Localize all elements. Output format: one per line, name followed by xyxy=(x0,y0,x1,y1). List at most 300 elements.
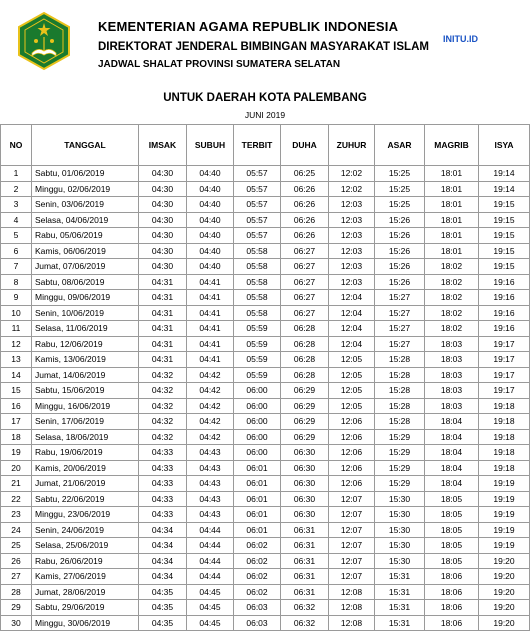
isya-cell: 19:19 xyxy=(479,507,530,523)
imsak-cell: 04:35 xyxy=(139,615,187,631)
zuhur-cell: 12:08 xyxy=(329,584,375,600)
duha-cell: 06:26 xyxy=(281,228,329,244)
table-row xyxy=(1,615,530,631)
isya-cell: 19:20 xyxy=(479,584,530,600)
isya-cell: 19:18 xyxy=(479,460,530,476)
date-cell: Kamis, 06/06/2019 xyxy=(32,243,139,259)
duha-cell: 06:30 xyxy=(281,445,329,461)
day-number-cell: 7 xyxy=(1,259,32,275)
column-header: ZUHUR xyxy=(329,125,375,166)
terbit-cell: 06:02 xyxy=(234,538,281,554)
day-number-cell: 4 xyxy=(1,212,32,228)
date-cell: Senin, 17/06/2019 xyxy=(32,414,139,430)
isya-cell: 19:19 xyxy=(479,476,530,492)
zuhur-cell: 12:07 xyxy=(329,522,375,538)
terbit-cell: 05:58 xyxy=(234,259,281,275)
date-cell: Selasa, 04/06/2019 xyxy=(32,212,139,228)
table-row xyxy=(1,383,530,399)
column-header: TANGGAL xyxy=(32,125,139,166)
table-row xyxy=(1,274,530,290)
zuhur-cell: 12:06 xyxy=(329,476,375,492)
zuhur-cell: 12:02 xyxy=(329,181,375,197)
day-number-cell: 28 xyxy=(1,584,32,600)
subuh-cell: 04:40 xyxy=(187,212,234,228)
asar-cell: 15:31 xyxy=(375,584,425,600)
day-number-cell: 25 xyxy=(1,538,32,554)
terbit-cell: 06:01 xyxy=(234,522,281,538)
month-label: JUNI 2019 xyxy=(244,110,286,120)
zuhur-cell: 12:05 xyxy=(329,352,375,368)
zuhur-cell: 12:06 xyxy=(329,445,375,461)
asar-cell: 15:25 xyxy=(375,197,425,213)
magrib-cell: 18:05 xyxy=(425,522,479,538)
magrib-cell: 18:03 xyxy=(425,336,479,352)
imsak-cell: 04:31 xyxy=(139,336,187,352)
table-body xyxy=(1,166,530,631)
subuh-cell: 04:40 xyxy=(187,181,234,197)
isya-cell: 19:17 xyxy=(479,352,530,368)
zuhur-cell: 12:04 xyxy=(329,290,375,306)
isya-cell: 19:15 xyxy=(479,197,530,213)
imsak-cell: 04:32 xyxy=(139,414,187,430)
subuh-cell: 04:40 xyxy=(187,166,234,182)
date-cell: Sabtu, 15/06/2019 xyxy=(32,383,139,399)
isya-cell: 19:17 xyxy=(479,367,530,383)
zuhur-cell: 12:02 xyxy=(329,166,375,182)
day-number-cell: 27 xyxy=(1,569,32,585)
terbit-cell: 06:00 xyxy=(234,429,281,445)
duha-cell: 06:30 xyxy=(281,491,329,507)
subuh-cell: 04:42 xyxy=(187,367,234,383)
column-header: IMSAK xyxy=(139,125,187,166)
zuhur-cell: 12:07 xyxy=(329,553,375,569)
day-number-cell: 17 xyxy=(1,414,32,430)
isya-cell: 19:18 xyxy=(479,414,530,430)
day-number-cell: 24 xyxy=(1,522,32,538)
asar-cell: 15:30 xyxy=(375,507,425,523)
asar-cell: 15:30 xyxy=(375,538,425,554)
magrib-cell: 18:01 xyxy=(425,166,479,182)
zuhur-cell: 12:07 xyxy=(329,569,375,585)
magrib-cell: 18:06 xyxy=(425,600,479,616)
date-cell: Jumat, 14/06/2019 xyxy=(32,367,139,383)
table-row xyxy=(1,538,530,554)
duha-cell: 06:30 xyxy=(281,476,329,492)
duha-cell: 06:29 xyxy=(281,383,329,399)
isya-cell: 19:20 xyxy=(479,553,530,569)
imsak-cell: 04:30 xyxy=(139,181,187,197)
table-row xyxy=(1,553,530,569)
magrib-cell: 18:03 xyxy=(425,398,479,414)
duha-cell: 06:31 xyxy=(281,522,329,538)
magrib-cell: 18:05 xyxy=(425,507,479,523)
subuh-cell: 04:41 xyxy=(187,352,234,368)
imsak-cell: 04:34 xyxy=(139,538,187,554)
terbit-cell: 05:59 xyxy=(234,367,281,383)
column-header: NO xyxy=(1,125,32,166)
imsak-cell: 04:35 xyxy=(139,600,187,616)
asar-cell: 15:28 xyxy=(375,398,425,414)
date-cell: Kamis, 27/06/2019 xyxy=(32,569,139,585)
zuhur-cell: 12:08 xyxy=(329,600,375,616)
subuh-cell: 04:42 xyxy=(187,383,234,399)
imsak-cell: 04:31 xyxy=(139,305,187,321)
magrib-cell: 18:01 xyxy=(425,228,479,244)
subuh-cell: 04:40 xyxy=(187,259,234,275)
zuhur-cell: 12:04 xyxy=(329,336,375,352)
asar-cell: 15:31 xyxy=(375,600,425,616)
zuhur-cell: 12:03 xyxy=(329,259,375,275)
subuh-cell: 04:43 xyxy=(187,476,234,492)
table-row xyxy=(1,476,530,492)
terbit-cell: 05:59 xyxy=(234,336,281,352)
duha-cell: 06:27 xyxy=(281,243,329,259)
magrib-cell: 18:06 xyxy=(425,569,479,585)
date-cell: Minggu, 16/06/2019 xyxy=(32,398,139,414)
subuh-cell: 04:45 xyxy=(187,584,234,600)
day-number-cell: 19 xyxy=(1,445,32,461)
asar-cell: 15:27 xyxy=(375,336,425,352)
terbit-cell: 06:01 xyxy=(234,507,281,523)
isya-cell: 19:14 xyxy=(479,181,530,197)
date-cell: Senin, 24/06/2019 xyxy=(32,522,139,538)
magrib-cell: 18:02 xyxy=(425,290,479,306)
table-row xyxy=(1,243,530,259)
duha-cell: 06:31 xyxy=(281,538,329,554)
day-number-cell: 26 xyxy=(1,553,32,569)
day-number-cell: 8 xyxy=(1,274,32,290)
day-number-cell: 10 xyxy=(1,305,32,321)
asar-cell: 15:27 xyxy=(375,290,425,306)
table-row xyxy=(1,445,530,461)
imsak-cell: 04:33 xyxy=(139,507,187,523)
table-row xyxy=(1,569,530,585)
table-row xyxy=(1,398,530,414)
zuhur-cell: 12:07 xyxy=(329,507,375,523)
date-cell: Minggu, 02/06/2019 xyxy=(32,181,139,197)
table-row xyxy=(1,166,530,182)
day-number-cell: 2 xyxy=(1,181,32,197)
table-row xyxy=(1,352,530,368)
terbit-cell: 06:03 xyxy=(234,615,281,631)
subuh-cell: 04:44 xyxy=(187,538,234,554)
imsak-cell: 04:30 xyxy=(139,228,187,244)
duha-cell: 06:30 xyxy=(281,460,329,476)
table-row xyxy=(1,460,530,476)
magrib-cell: 18:02 xyxy=(425,259,479,275)
magrib-cell: 18:03 xyxy=(425,383,479,399)
table-row xyxy=(1,584,530,600)
ministry-name: KEMENTERIAN AGAMA REPUBLIK INDONESIA xyxy=(98,19,399,34)
terbit-cell: 06:00 xyxy=(234,383,281,399)
isya-cell: 19:20 xyxy=(479,600,530,616)
imsak-cell: 04:32 xyxy=(139,367,187,383)
magrib-cell: 18:01 xyxy=(425,212,479,228)
date-cell: Selasa, 18/06/2019 xyxy=(32,429,139,445)
imsak-cell: 04:32 xyxy=(139,429,187,445)
column-header: DUHA xyxy=(281,125,329,166)
zuhur-cell: 12:03 xyxy=(329,243,375,259)
subuh-cell: 04:40 xyxy=(187,197,234,213)
day-number-cell: 20 xyxy=(1,460,32,476)
isya-cell: 19:17 xyxy=(479,336,530,352)
date-cell: Minggu, 30/06/2019 xyxy=(32,615,139,631)
zuhur-cell: 12:05 xyxy=(329,367,375,383)
duha-cell: 06:29 xyxy=(281,414,329,430)
zuhur-cell: 12:03 xyxy=(329,197,375,213)
table-row xyxy=(1,414,530,430)
isya-cell: 19:16 xyxy=(479,290,530,306)
imsak-cell: 04:30 xyxy=(139,166,187,182)
terbit-cell: 05:59 xyxy=(234,352,281,368)
day-number-cell: 11 xyxy=(1,321,32,337)
duha-cell: 06:31 xyxy=(281,569,329,585)
page-title: UNTUK DAERAH KOTA PALEMBANG xyxy=(163,92,367,104)
terbit-cell: 05:58 xyxy=(234,274,281,290)
subuh-cell: 04:43 xyxy=(187,460,234,476)
date-cell: Sabtu, 01/06/2019 xyxy=(32,166,139,182)
magrib-cell: 18:06 xyxy=(425,584,479,600)
terbit-cell: 05:57 xyxy=(234,228,281,244)
subuh-cell: 04:44 xyxy=(187,569,234,585)
duha-cell: 06:27 xyxy=(281,305,329,321)
subuh-cell: 04:45 xyxy=(187,615,234,631)
table-row xyxy=(1,367,530,383)
date-cell: Selasa, 25/06/2019 xyxy=(32,538,139,554)
isya-cell: 19:15 xyxy=(479,228,530,244)
day-number-cell: 21 xyxy=(1,476,32,492)
imsak-cell: 04:33 xyxy=(139,460,187,476)
subuh-cell: 04:41 xyxy=(187,290,234,306)
subuh-cell: 04:43 xyxy=(187,507,234,523)
date-cell: Jumat, 07/06/2019 xyxy=(32,259,139,275)
isya-cell: 19:17 xyxy=(479,383,530,399)
asar-cell: 15:30 xyxy=(375,522,425,538)
prayer-schedule-table xyxy=(0,124,530,631)
terbit-cell: 05:57 xyxy=(234,212,281,228)
imsak-cell: 04:34 xyxy=(139,522,187,538)
table-row xyxy=(1,429,530,445)
day-number-cell: 14 xyxy=(1,367,32,383)
imsak-cell: 04:32 xyxy=(139,383,187,399)
asar-cell: 15:27 xyxy=(375,321,425,337)
duha-cell: 06:25 xyxy=(281,166,329,182)
column-header: TERBIT xyxy=(234,125,281,166)
magrib-cell: 18:05 xyxy=(425,553,479,569)
table-row xyxy=(1,228,530,244)
day-number-cell: 22 xyxy=(1,491,32,507)
subuh-cell: 04:40 xyxy=(187,243,234,259)
magrib-cell: 18:04 xyxy=(425,414,479,430)
isya-cell: 19:19 xyxy=(479,538,530,554)
zuhur-cell: 12:03 xyxy=(329,228,375,244)
day-number-cell: 9 xyxy=(1,290,32,306)
subuh-cell: 04:44 xyxy=(187,522,234,538)
duha-cell: 06:27 xyxy=(281,290,329,306)
asar-cell: 15:29 xyxy=(375,476,425,492)
duha-cell: 06:32 xyxy=(281,600,329,616)
magrib-cell: 18:01 xyxy=(425,181,479,197)
table-row xyxy=(1,290,530,306)
terbit-cell: 06:00 xyxy=(234,414,281,430)
magrib-cell: 18:04 xyxy=(425,445,479,461)
date-cell: Jumat, 21/06/2019 xyxy=(32,476,139,492)
terbit-cell: 05:59 xyxy=(234,321,281,337)
imsak-cell: 04:33 xyxy=(139,476,187,492)
asar-cell: 15:28 xyxy=(375,367,425,383)
isya-cell: 19:20 xyxy=(479,615,530,631)
magrib-cell: 18:02 xyxy=(425,274,479,290)
duha-cell: 06:28 xyxy=(281,352,329,368)
magrib-cell: 18:01 xyxy=(425,197,479,213)
column-header: ASAR xyxy=(375,125,425,166)
magrib-cell: 18:04 xyxy=(425,476,479,492)
asar-cell: 15:26 xyxy=(375,274,425,290)
asar-cell: 15:29 xyxy=(375,429,425,445)
terbit-cell: 06:01 xyxy=(234,476,281,492)
date-cell: Rabu, 26/06/2019 xyxy=(32,553,139,569)
isya-cell: 19:18 xyxy=(479,398,530,414)
imsak-cell: 04:33 xyxy=(139,491,187,507)
terbit-cell: 05:58 xyxy=(234,305,281,321)
table-row xyxy=(1,522,530,538)
table-row xyxy=(1,212,530,228)
table-row xyxy=(1,181,530,197)
day-number-cell: 12 xyxy=(1,336,32,352)
day-number-cell: 30 xyxy=(1,615,32,631)
date-cell: Senin, 03/06/2019 xyxy=(32,197,139,213)
subuh-cell: 04:42 xyxy=(187,414,234,430)
magrib-cell: 18:03 xyxy=(425,352,479,368)
imsak-cell: 04:32 xyxy=(139,398,187,414)
day-number-cell: 29 xyxy=(1,600,32,616)
zuhur-cell: 12:08 xyxy=(329,615,375,631)
magrib-cell: 18:03 xyxy=(425,367,479,383)
table-row xyxy=(1,321,530,337)
magrib-cell: 18:02 xyxy=(425,305,479,321)
duha-cell: 06:29 xyxy=(281,429,329,445)
magrib-cell: 18:05 xyxy=(425,538,479,554)
subuh-cell: 04:42 xyxy=(187,429,234,445)
isya-cell: 19:15 xyxy=(479,259,530,275)
asar-cell: 15:28 xyxy=(375,352,425,368)
isya-cell: 19:19 xyxy=(479,522,530,538)
zuhur-cell: 12:05 xyxy=(329,398,375,414)
date-cell: Sabtu, 08/06/2019 xyxy=(32,274,139,290)
duha-cell: 06:31 xyxy=(281,553,329,569)
zuhur-cell: 12:05 xyxy=(329,383,375,399)
terbit-cell: 06:02 xyxy=(234,553,281,569)
day-number-cell: 13 xyxy=(1,352,32,368)
isya-cell: 19:15 xyxy=(479,243,530,259)
imsak-cell: 04:35 xyxy=(139,584,187,600)
imsak-cell: 04:30 xyxy=(139,259,187,275)
terbit-cell: 05:57 xyxy=(234,197,281,213)
imsak-cell: 04:31 xyxy=(139,290,187,306)
kementerian-agama-emblem-icon xyxy=(14,11,74,71)
day-number-cell: 5 xyxy=(1,228,32,244)
subuh-cell: 04:40 xyxy=(187,228,234,244)
table-row xyxy=(1,305,530,321)
subuh-cell: 04:41 xyxy=(187,336,234,352)
duha-cell: 06:27 xyxy=(281,274,329,290)
zuhur-cell: 12:07 xyxy=(329,491,375,507)
terbit-cell: 05:57 xyxy=(234,181,281,197)
date-cell: Sabtu, 29/06/2019 xyxy=(32,600,139,616)
duha-cell: 06:26 xyxy=(281,197,329,213)
asar-cell: 15:26 xyxy=(375,228,425,244)
asar-cell: 15:30 xyxy=(375,491,425,507)
zuhur-cell: 12:07 xyxy=(329,538,375,554)
table-row xyxy=(1,491,530,507)
isya-cell: 19:16 xyxy=(479,274,530,290)
table-row xyxy=(1,197,530,213)
asar-cell: 15:26 xyxy=(375,259,425,275)
day-number-cell: 16 xyxy=(1,398,32,414)
zuhur-cell: 12:06 xyxy=(329,460,375,476)
subuh-cell: 04:43 xyxy=(187,445,234,461)
duha-cell: 06:32 xyxy=(281,615,329,631)
asar-cell: 15:25 xyxy=(375,166,425,182)
date-cell: Kamis, 20/06/2019 xyxy=(32,460,139,476)
subuh-cell: 04:42 xyxy=(187,398,234,414)
subuh-cell: 04:41 xyxy=(187,274,234,290)
terbit-cell: 05:58 xyxy=(234,243,281,259)
asar-cell: 15:26 xyxy=(375,212,425,228)
terbit-cell: 06:00 xyxy=(234,445,281,461)
table-row xyxy=(1,259,530,275)
subuh-cell: 04:45 xyxy=(187,600,234,616)
terbit-cell: 06:02 xyxy=(234,584,281,600)
asar-cell: 15:26 xyxy=(375,243,425,259)
magrib-cell: 18:02 xyxy=(425,321,479,337)
duha-cell: 06:27 xyxy=(281,259,329,275)
zuhur-cell: 12:03 xyxy=(329,274,375,290)
column-header: ISYA xyxy=(479,125,530,166)
site-watermark: INITU.ID xyxy=(443,34,478,44)
zuhur-cell: 12:06 xyxy=(329,429,375,445)
table-row xyxy=(1,507,530,523)
duha-cell: 06:26 xyxy=(281,181,329,197)
column-header: MAGRIB xyxy=(425,125,479,166)
imsak-cell: 04:31 xyxy=(139,274,187,290)
imsak-cell: 04:30 xyxy=(139,243,187,259)
magrib-cell: 18:06 xyxy=(425,615,479,631)
day-number-cell: 23 xyxy=(1,507,32,523)
isya-cell: 19:16 xyxy=(479,321,530,337)
date-cell: Minggu, 09/06/2019 xyxy=(32,290,139,306)
isya-cell: 19:18 xyxy=(479,429,530,445)
isya-cell: 19:19 xyxy=(479,491,530,507)
column-header: SUBUH xyxy=(187,125,234,166)
date-cell: Kamis, 13/06/2019 xyxy=(32,352,139,368)
zuhur-cell: 12:03 xyxy=(329,212,375,228)
asar-cell: 15:30 xyxy=(375,553,425,569)
asar-cell: 15:29 xyxy=(375,460,425,476)
isya-cell: 19:20 xyxy=(479,569,530,585)
duha-cell: 06:28 xyxy=(281,367,329,383)
date-cell: Sabtu, 22/06/2019 xyxy=(32,491,139,507)
asar-cell: 15:31 xyxy=(375,615,425,631)
date-cell: Selasa, 11/06/2019 xyxy=(32,321,139,337)
imsak-cell: 04:34 xyxy=(139,569,187,585)
day-number-cell: 3 xyxy=(1,197,32,213)
day-number-cell: 1 xyxy=(1,166,32,182)
date-cell: Rabu, 19/06/2019 xyxy=(32,445,139,461)
imsak-cell: 04:31 xyxy=(139,352,187,368)
duha-cell: 06:29 xyxy=(281,398,329,414)
date-cell: Jumat, 28/06/2019 xyxy=(32,584,139,600)
